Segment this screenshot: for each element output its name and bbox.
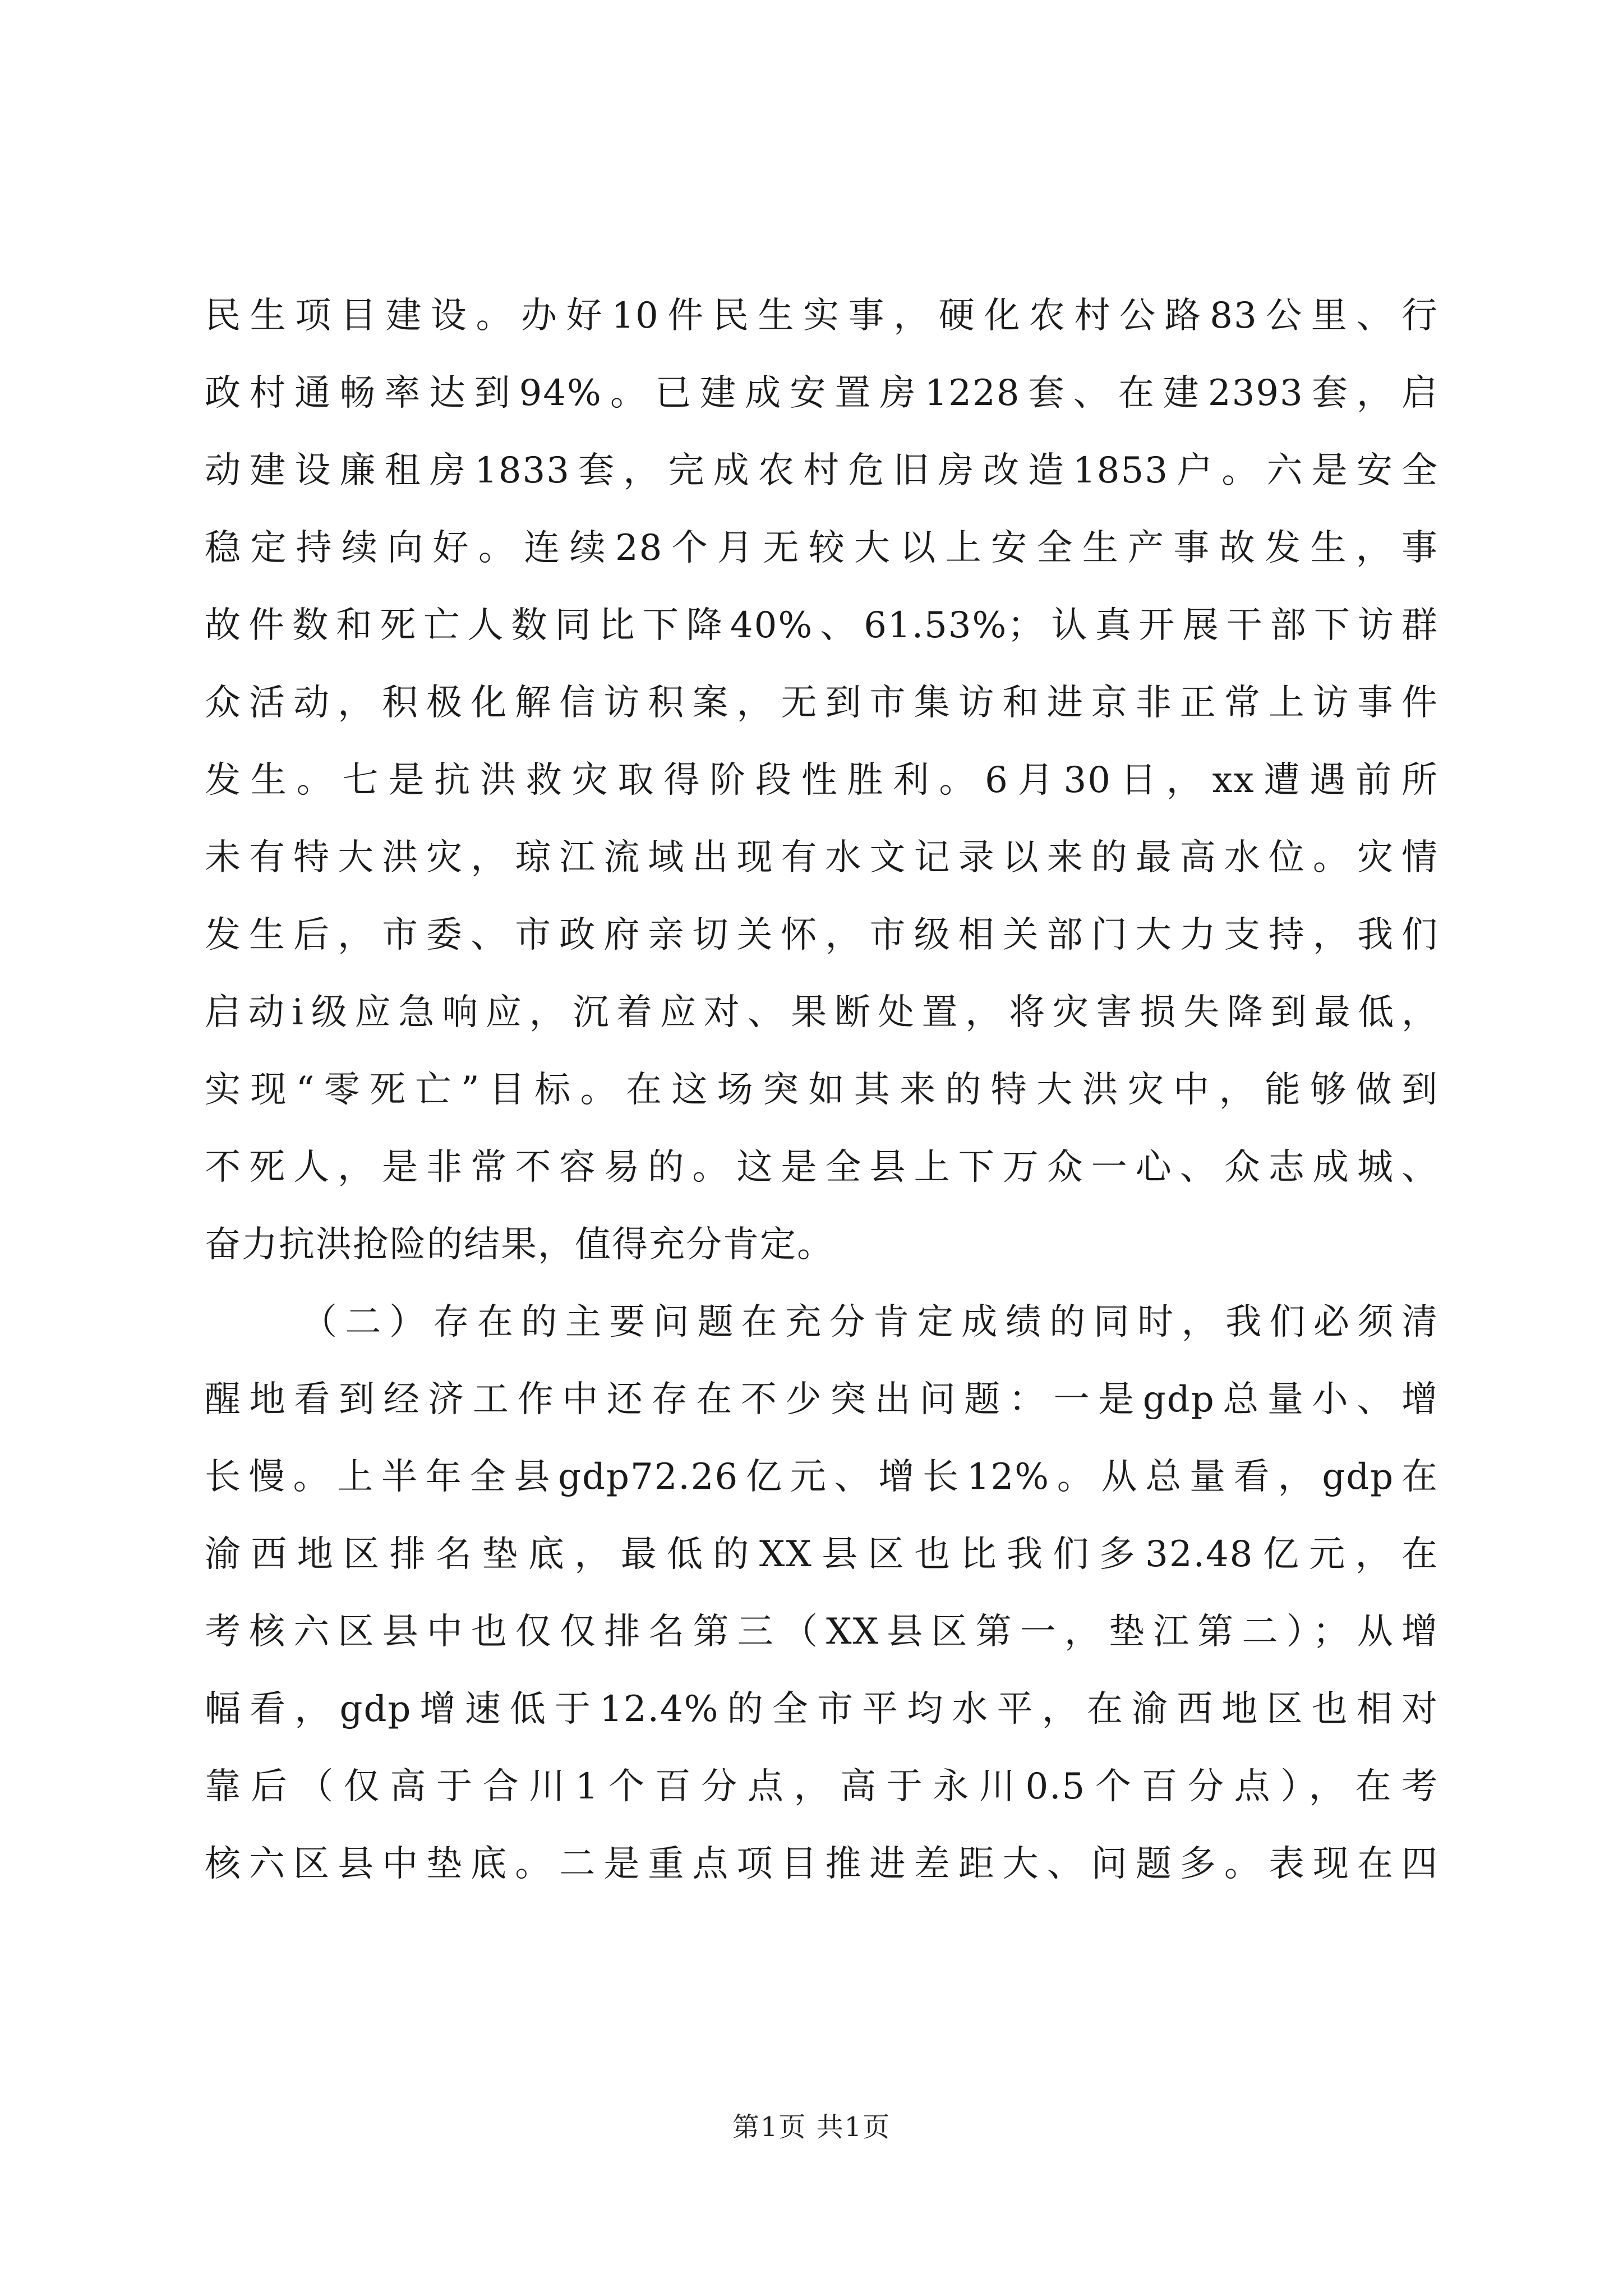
text-line: 发生。七是抗洪救灾取得阶段性胜利。6月30日，xx遭遇前所 bbox=[205, 760, 1438, 801]
text-line: 众活动，积极化解信访积案，无到市集访和进京非正常上访事件 bbox=[205, 682, 1438, 724]
text-line: 考核六区县中也仅仅排名第三（XX县区第一，垫江第二）；从增 bbox=[205, 1611, 1438, 1653]
text-line: 未有特大洪灾，琼江流域出现有水文记录以来的最高水位。灾情 bbox=[205, 837, 1438, 878]
page-footer: 第1页 共1页 bbox=[732, 2111, 891, 2143]
text-line: 动建设廉租房1833套，完成农村危旧房改造1853户。六是安全 bbox=[205, 450, 1438, 491]
text-line: 核六区县中垫底。二是重点项目推进差距大、问题多。表现在四 bbox=[205, 1843, 1438, 1885]
text-line: 故件数和死亡人数同比下降40%、61.53%；认真开展干部下访群 bbox=[205, 605, 1438, 646]
text-line: 稳定持续向好。连续28个月无较大以上安全生产事故发生，事 bbox=[205, 527, 1438, 569]
text-line: 不死人，是非常不容易的。这是全县上下万众一心、众志成城、 bbox=[205, 1147, 1438, 1188]
text-line: 靠后（仅高于合川1个百分点，高于永川0.5个百分点），在考 bbox=[205, 1766, 1438, 1807]
text-line: 渝西地区排名垫底，最低的XX县区也比我们多32.48亿元，在 bbox=[205, 1534, 1438, 1575]
text-line: 实现“零死亡”目标。在这场突如其来的特大洪灾中，能够做到 bbox=[205, 1069, 1438, 1111]
text-line: 启动i级应急响应，沉着应对、果断处置，将灾害损失降到最低， bbox=[205, 992, 1438, 1033]
paragraph-first-line: （二）存在的主要问题在充分肯定成绩的同时，我们必须清 bbox=[301, 1301, 1438, 1343]
text-line: 奋力抗洪抢险的结果，值得充分肯定。 bbox=[205, 1224, 834, 1266]
text-line: 政村通畅率达到94%。已建成安置房1228套、在建2393套，启 bbox=[205, 372, 1438, 414]
text-line: 幅看，gdp增速低于12.4%的全市平均水平，在渝西地区也相对 bbox=[205, 1688, 1438, 1730]
text-line: 发生后，市委、市政府亲切关怀，市级相关部门大力支持，我们 bbox=[205, 914, 1438, 956]
text-line: 醒地看到经济工作中还存在不少突出问题：一是gdp总量小、增 bbox=[205, 1379, 1438, 1420]
text-line: 民生项目建设。办好10件民生实事，硬化农村公路83公里、行 bbox=[205, 295, 1438, 337]
text-line: 长慢。上半年全县gdp72.26亿元、增长12%。从总量看，gdp在 bbox=[205, 1456, 1438, 1498]
